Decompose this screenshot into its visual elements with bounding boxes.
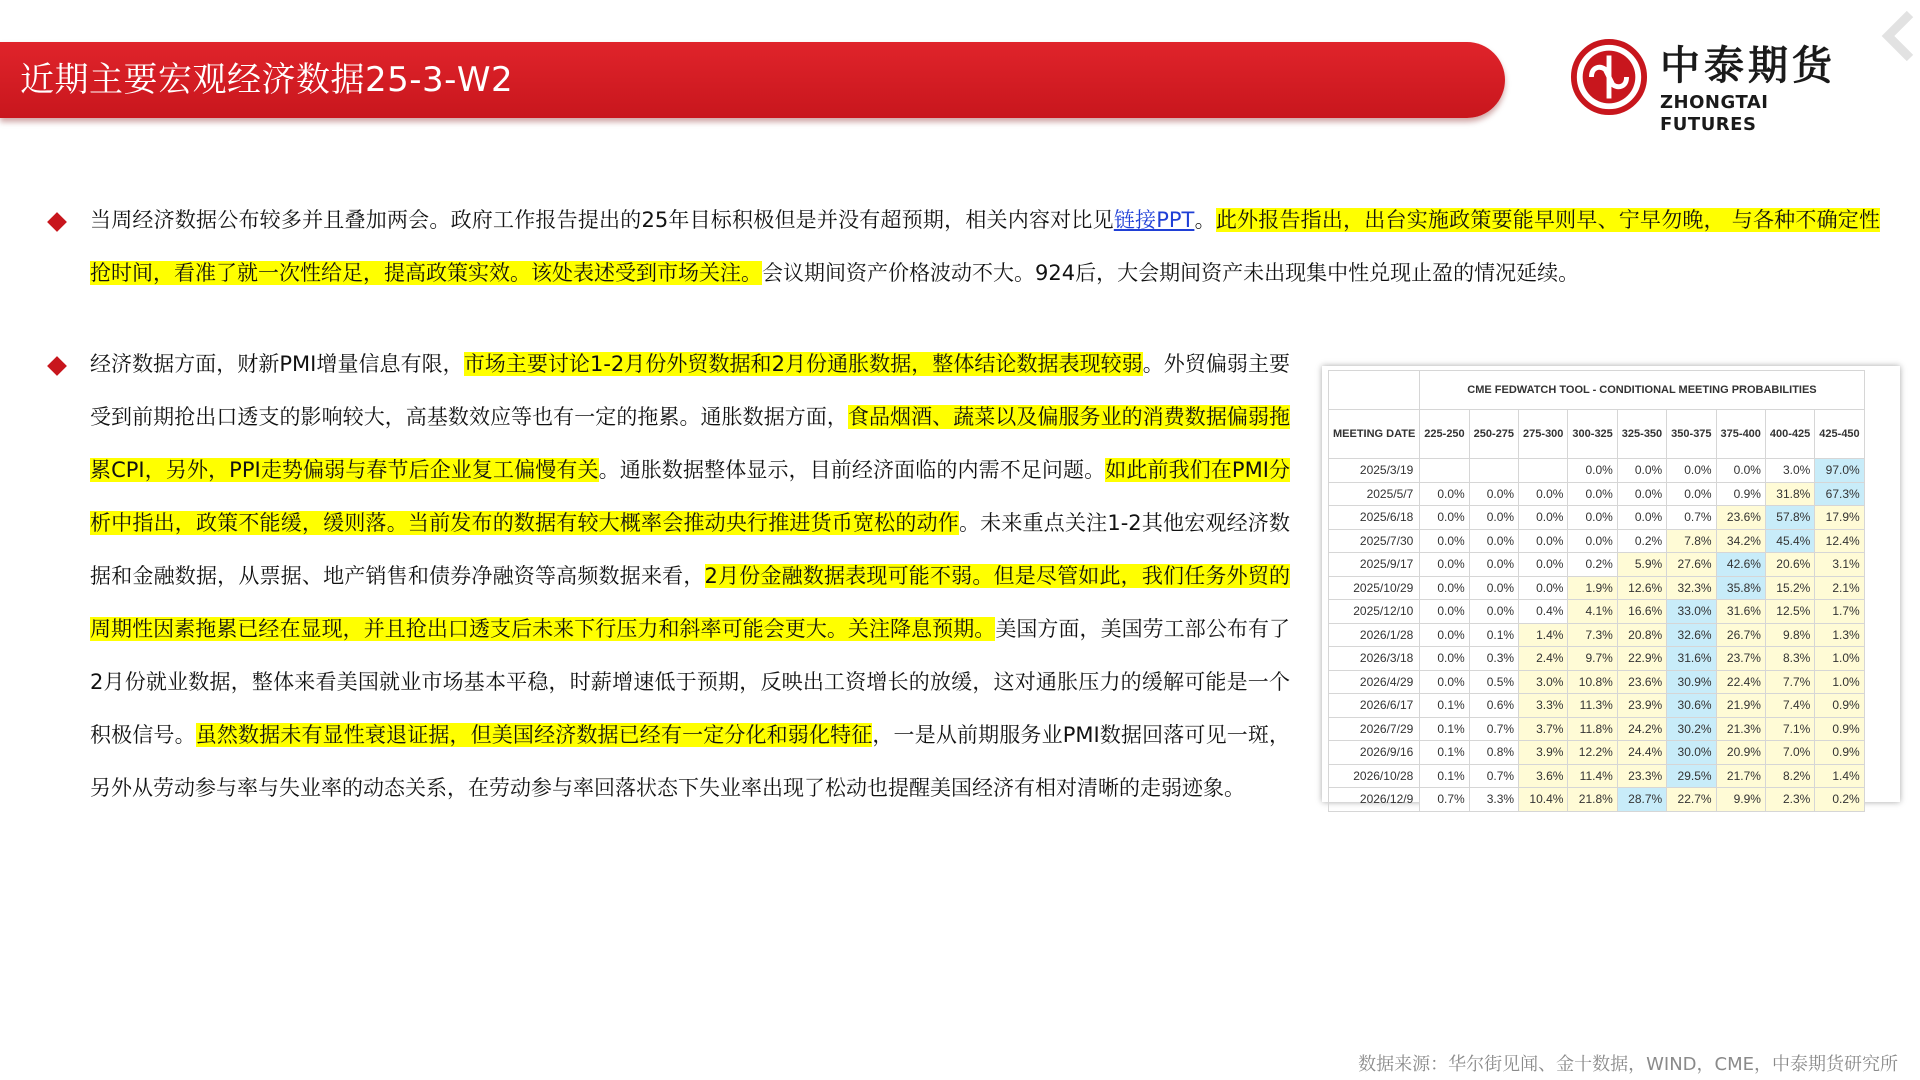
probability-cell: 9.8% [1765,623,1814,647]
probability-cell: 3.1% [1815,553,1864,577]
probability-cell: 0.4% [1519,600,1568,624]
probability-cell: 0.1% [1420,741,1469,765]
logo-mark-icon [1570,38,1648,116]
probability-cell: 28.7% [1617,788,1666,812]
probability-cell: 0.1% [1420,764,1469,788]
probability-cell: 5.9% [1617,553,1666,577]
table-row [1329,459,1865,483]
probability-cell: 0.0% [1568,506,1617,530]
probability-cell: 0.1% [1469,623,1518,647]
probability-cell: 7.8% [1667,529,1716,553]
probability-cell: 21.7% [1716,764,1765,788]
highlighted-text: 2月份金融数据表现可能不弱。但是尽管如此，我们任务外贸的周期性因素拖累已经在显现，并且抢出口透支后未来下行压力和斜率可能会更大。关注降息预期。 [90,564,1291,641]
probability-cell: 12.5% [1765,600,1814,624]
highlighted-text: 虽然数据未有显性衰退证据，但美国经济数据已经有一定分化和弱化特征 [195,723,873,747]
probability-cell: 2.4% [1519,647,1568,671]
probability-cell: 67.3% [1815,482,1864,506]
probability-cell: 0.8% [1469,741,1518,765]
probability-cell: 24.2% [1617,717,1666,741]
probability-cell: 1.9% [1568,576,1617,600]
probability-cell: 9.9% [1716,788,1765,812]
header-rate-range: 425-450 [1815,410,1864,459]
probability-cell: 0.2% [1617,529,1666,553]
page-title: 近期主要宏观经济数据25-3-W2 [20,60,514,100]
meeting-date-cell: 2025/5/7 [1329,482,1420,506]
probability-cell: 35.8% [1716,576,1765,600]
probability-cell: 20.6% [1765,553,1814,577]
probability-cell: 0.0% [1568,459,1617,483]
probability-cell: 21.9% [1716,694,1765,718]
probability-cell: 29.5% [1667,764,1716,788]
table-row [1329,788,1865,812]
probability-cell: 3.3% [1469,788,1518,812]
meeting-date-cell: 2026/3/18 [1329,647,1420,671]
highlighted-text: 市场主要讨论1-2月份外贸数据和2月份通胀数据，整体结论数据表现较弱 [463,352,1143,376]
probability-cell: 0.1% [1420,694,1469,718]
probability-cell: 7.0% [1765,741,1814,765]
header-rate-range: 350-375 [1667,410,1716,459]
probability-cell: 22.4% [1716,670,1765,694]
probability-cell: 8.2% [1765,764,1814,788]
table-row [1329,553,1865,577]
probability-cell: 32.6% [1667,623,1716,647]
table-row [1329,482,1865,506]
probability-cell: 0.0% [1519,576,1568,600]
probability-cell: 0.0% [1716,459,1765,483]
table-title: CME FEDWATCH TOOL - CONDITIONAL MEETING PROBABILITIES [1420,371,1864,410]
meeting-date-cell: 2025/7/30 [1329,529,1420,553]
table-row [1329,600,1865,624]
meeting-date-cell: 2026/7/29 [1329,717,1420,741]
probability-cell: 0.9% [1815,694,1864,718]
bullet-diamond-icon [47,356,67,376]
probability-cell: 0.0% [1420,529,1469,553]
probability-cell: 15.2% [1765,576,1814,600]
highlighted-text: 食品烟酒、蔬菜以及偏服务业的消费数据偏弱拖累CPI，另外，PPI走势偏弱与春节后企业复工偏慢有关 [90,405,1291,482]
probability-cell: 0.0% [1617,506,1666,530]
probability-cell: 31.6% [1716,600,1765,624]
logo-english-name: ZHONGTAI FUTURES [1660,92,1769,135]
company-logo [1570,38,1870,135]
probability-cell: 0.0% [1420,553,1469,577]
probability-cell: 30.2% [1667,717,1716,741]
meeting-date-cell: 2026/10/28 [1329,764,1420,788]
probability-cell: 0.0% [1519,482,1568,506]
header-rate-range: 225-250 [1420,410,1469,459]
fedwatch-table [1328,370,1865,812]
header-rate-range: 250-275 [1469,410,1518,459]
probability-cell: 0.7% [1667,506,1716,530]
bullet-paragraph-policy [90,194,1880,300]
probability-cell: 0.0% [1519,553,1568,577]
probability-cell: 0.0% [1469,553,1518,577]
probability-cell: 23.9% [1617,694,1666,718]
probability-cell: 0.6% [1469,694,1518,718]
table-row [1329,576,1865,600]
probability-cell: 8.3% [1765,647,1814,671]
probability-cell: 1.7% [1815,600,1864,624]
probability-cell: 42.6% [1716,553,1765,577]
probability-cell: 7.3% [1568,623,1617,647]
probability-cell: 10.8% [1568,670,1617,694]
probability-cell: 17.9% [1815,506,1864,530]
probability-cell: 3.0% [1519,670,1568,694]
probability-cell: 0.7% [1469,717,1518,741]
probability-cell: 1.4% [1815,764,1864,788]
probability-cell: 0.0% [1420,506,1469,530]
probability-cell: 11.4% [1568,764,1617,788]
probability-cell: 33.0% [1667,600,1716,624]
probability-cell: 7.7% [1765,670,1814,694]
table-row [1329,764,1865,788]
probability-cell: 0.0% [1420,482,1469,506]
header-rate-range: 325-350 [1617,410,1666,459]
table-row [1329,694,1865,718]
bullet-diamond-icon [47,212,67,232]
probability-cell [1469,459,1518,483]
probability-cell: 0.1% [1420,717,1469,741]
text-segment: 经济数据方面，财新PMI增量信息有限， [90,352,464,376]
probability-cell: 4.1% [1568,600,1617,624]
table-row [1329,529,1865,553]
probability-cell: 10.4% [1519,788,1568,812]
logo-chinese-name: 中泰期货 [1660,43,1836,89]
probability-cell: 2.1% [1815,576,1864,600]
probability-cell: 97.0% [1815,459,1864,483]
probability-cell [1420,459,1469,483]
probability-cell: 0.3% [1469,647,1518,671]
text-segment: 美国方面，美国劳工部公布有了2月份就业数据，整体来看美国就业市场基本平稳，时薪增速低于预期，反映出工资增长的放缓，这对通胀压力的缓解可能是一个积极信号。 [90,617,1291,747]
meeting-date-cell: 2025/6/18 [1329,506,1420,530]
table-row [1329,670,1865,694]
probability-cell: 1.0% [1815,670,1864,694]
meeting-date-cell: 2025/9/17 [1329,553,1420,577]
text-segment: 。 [1194,208,1216,232]
header-meeting-date: MEETING DATE [1329,410,1420,459]
table-header-row [1329,410,1865,459]
probability-cell: 31.6% [1667,647,1716,671]
table-row [1329,741,1865,765]
table-corner-cell [1329,371,1420,410]
text-segment: 会议期间资产价格波动不大。924后，大会期间资产未出现集中性兑现止盈的情况延续。 [762,261,1580,285]
probability-cell: 0.0% [1519,529,1568,553]
probability-cell: 12.4% [1815,529,1864,553]
probability-cell: 12.6% [1617,576,1666,600]
probability-cell: 0.0% [1519,506,1568,530]
bullet-paragraph-economy [90,338,1290,815]
probability-cell: 3.6% [1519,764,1568,788]
probability-cell: 3.3% [1519,694,1568,718]
text-segment: 当周经济数据公布较多并且叠加两会。政府工作报告提出的25年目标积极但是并没有超预期，相关内容对比见 [90,208,1114,232]
highlighted-text: 如此前我们在PMI分析中指出，政策不能缓，缓则落。当前发布的数据有较大概率会推动央行推进货币宽松的动作 [90,458,1290,535]
probability-cell: 57.8% [1765,506,1814,530]
probability-cell: 23.6% [1716,506,1765,530]
probability-cell: 7.4% [1765,694,1814,718]
meeting-date-cell: 2026/12/9 [1329,788,1420,812]
table-row [1329,506,1865,530]
probability-cell: 30.6% [1667,694,1716,718]
probability-cell: 0.0% [1617,482,1666,506]
probability-cell: 30.0% [1667,741,1716,765]
probability-cell: 0.0% [1469,600,1518,624]
table-row [1329,647,1865,671]
table-row [1329,623,1865,647]
probability-cell: 0.9% [1815,741,1864,765]
probability-cell: 3.9% [1519,741,1568,765]
probability-cell: 0.9% [1716,482,1765,506]
meeting-date-cell: 2026/9/16 [1329,741,1420,765]
meeting-date-cell: 2026/4/29 [1329,670,1420,694]
corner-chevron-icon [1880,10,1920,70]
probability-cell: 27.6% [1667,553,1716,577]
ppt-link[interactable]: 链接PPT [1113,208,1195,232]
header-rate-range: 300-325 [1568,410,1617,459]
probability-cell: 0.0% [1469,506,1518,530]
probability-cell: 22.7% [1667,788,1716,812]
probability-cell: 0.5% [1469,670,1518,694]
probability-cell: 0.0% [1568,529,1617,553]
probability-cell: 0.0% [1420,670,1469,694]
data-source-note: 数据来源：华尔街见闻、金十数据，WIND，CME，中泰期货研究所 [1358,1054,1898,1075]
probability-cell: 31.8% [1765,482,1814,506]
probability-cell: 0.7% [1469,764,1518,788]
probability-cell: 16.6% [1617,600,1666,624]
probability-cell: 11.8% [1568,717,1617,741]
header-rate-range: 275-300 [1519,410,1568,459]
probability-cell: 0.0% [1420,623,1469,647]
probability-cell: 34.2% [1716,529,1765,553]
meeting-date-cell: 2025/3/19 [1329,459,1420,483]
probability-cell: 23.3% [1617,764,1666,788]
probability-cell: 20.9% [1716,741,1765,765]
probability-cell: 0.0% [1469,529,1518,553]
probability-cell: 0.0% [1420,576,1469,600]
probability-cell: 0.0% [1568,482,1617,506]
fedwatch-table-panel [1322,366,1900,807]
probability-cell: 30.9% [1667,670,1716,694]
probability-cell: 0.0% [1469,482,1518,506]
probability-cell: 11.3% [1568,694,1617,718]
text-segment: ，一是从前期服务业PMI数据回落可见一斑，另外从劳动参与率与失业率的动态关系，在劳动参与率回落状态下失业率出现了松动也提醒美国经济有相对清晰的走弱迹象。 [90,723,1291,800]
probability-cell: 1.4% [1519,623,1568,647]
meeting-date-cell: 2025/10/29 [1329,576,1420,600]
probability-cell: 0.0% [1667,482,1716,506]
probability-cell: 22.9% [1617,647,1666,671]
probability-cell: 0.7% [1420,788,1469,812]
probability-cell: 0.0% [1420,647,1469,671]
probability-cell: 0.2% [1815,788,1864,812]
probability-cell: 32.3% [1667,576,1716,600]
meeting-date-cell: 2026/6/17 [1329,694,1420,718]
probability-cell: 0.0% [1420,600,1469,624]
probability-cell: 0.9% [1815,717,1864,741]
probability-cell: 12.2% [1568,741,1617,765]
meeting-date-cell: 2025/12/10 [1329,600,1420,624]
probability-cell: 3.7% [1519,717,1568,741]
probability-cell: 0.0% [1469,576,1518,600]
probability-cell: 20.8% [1617,623,1666,647]
text-segment: 。外贸偏弱主要受到前期抢出口透支的影响较大，高基数效应等也有一定的拖累。通胀数据方面， [90,352,1290,429]
header-banner [0,42,1505,118]
probability-cell: 3.0% [1765,459,1814,483]
probability-cell: 21.8% [1568,788,1617,812]
header-rate-range: 375-400 [1716,410,1765,459]
probability-cell: 9.7% [1568,647,1617,671]
text-segment: 。未来重点关注1-2其他宏观经济数据和金融数据，从票据、地产销售和债券净融资等高频数据来看， [90,511,1290,588]
table-row [1329,717,1865,741]
meeting-date-cell: 2026/1/28 [1329,623,1420,647]
probability-cell: 21.3% [1716,717,1765,741]
probability-cell [1519,459,1568,483]
probability-cell: 1.0% [1815,647,1864,671]
probability-cell: 0.0% [1667,459,1716,483]
probability-cell: 7.1% [1765,717,1814,741]
probability-cell: 0.0% [1617,459,1666,483]
text-segment: 。通胀数据整体显示，目前经济面临的内需不足问题。 [598,458,1106,482]
probability-cell: 1.3% [1815,623,1864,647]
probability-cell: 0.2% [1568,553,1617,577]
probability-cell: 24.4% [1617,741,1666,765]
probability-cell: 45.4% [1765,529,1814,553]
highlighted-text: 此外报告指出，出台实施政策要能早则早、宁早勿晚， 与各种不确定性抢时间，看准了就一次性给足，提高政策实效。该处表述受到市场关注。 [90,208,1880,285]
probability-cell: 2.3% [1765,788,1814,812]
probability-cell: 26.7% [1716,623,1765,647]
header-rate-range: 400-425 [1765,410,1814,459]
probability-cell: 23.6% [1617,670,1666,694]
probability-cell: 23.7% [1716,647,1765,671]
